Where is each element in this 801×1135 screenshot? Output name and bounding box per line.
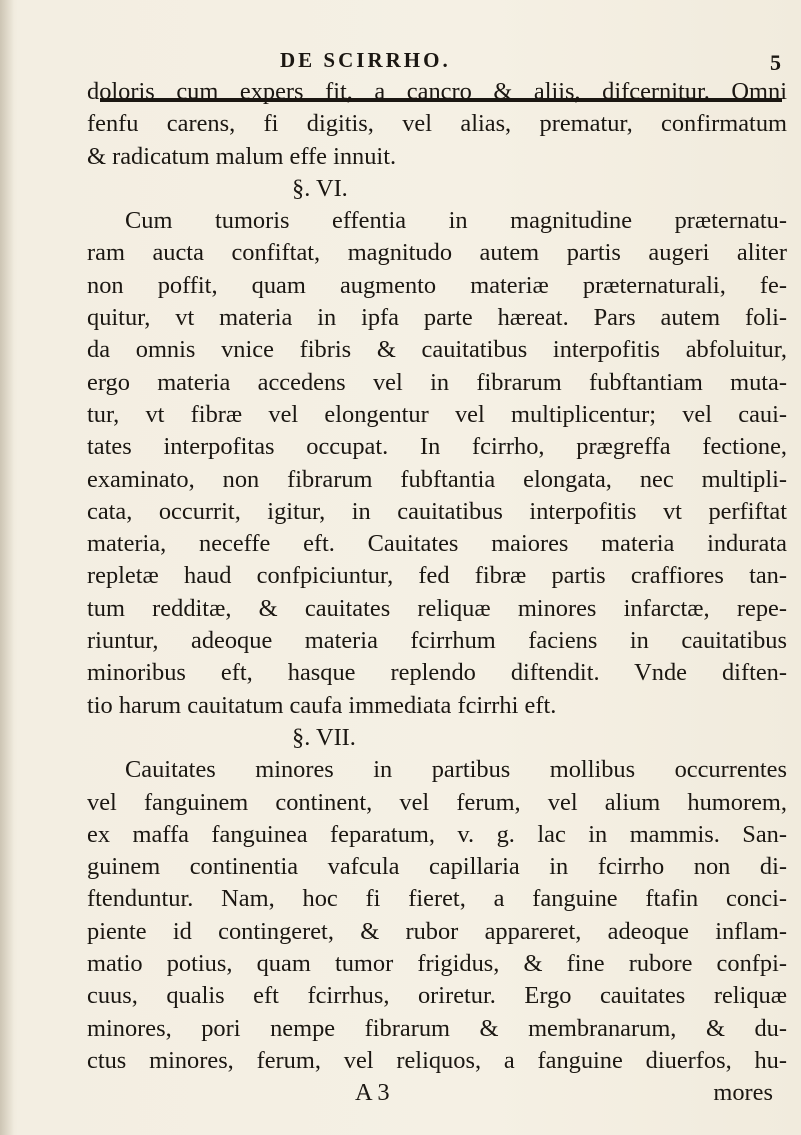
- text-line: examinato, non fibrarum fubftantia elongata, nec multipli-: [87, 465, 787, 493]
- text-line: non poffit, quam augmento materiæ præternaturali, fe-: [87, 271, 787, 299]
- running-head: [0, 30, 801, 75]
- text-line: Cum tumoris effentia in magnitudine præternatu-: [125, 207, 787, 235]
- text-line: & radicatum malum effe innuit.: [87, 142, 397, 170]
- text-line: matio potius, quam tumor frigidus, & fine rubore confpi-: [87, 950, 787, 978]
- section-heading: §. VII.: [292, 723, 356, 751]
- text-line: ergo materia accedens vel in fibrarum fubftantiam muta-: [87, 368, 787, 396]
- section-heading: §. VI.: [292, 174, 348, 202]
- catchword: mores: [713, 1079, 773, 1107]
- gutter-shadow: [0, 0, 14, 1135]
- footer-line: [87, 1077, 787, 1109]
- text-line: da omnis vnice fibris & cauitatibus interpofitis abfoluitur,: [87, 336, 787, 364]
- text-line: materia, neceffe eft. Cauitates maiores materia indurata: [87, 530, 787, 558]
- text-line: ctus minores, ferum, vel reliquos, a fanguine diuerfos, hu-: [87, 1046, 787, 1074]
- text-line: guinem continentia vafcula capillaria in fcirrho non di-: [87, 853, 787, 881]
- text-line: quitur, vt materia in ipfa parte hæreat. Pars autem foli-: [87, 304, 787, 332]
- running-title: DE SCIRRHO.: [280, 48, 451, 72]
- text-line: repletæ haud confpiciuntur, fed fibræ partis craffiores tan-: [87, 562, 787, 590]
- text-line: minores, pori nempe fibrarum & membranarum, & du-: [87, 1014, 787, 1042]
- body-text: [87, 76, 787, 1110]
- page-number: 5: [770, 50, 781, 75]
- text-line: cuus, qualis eft fcirrhus, oriretur. Ergo cauitates reliquæ: [87, 982, 787, 1010]
- text-line: tio harum cauitatum caufa immediata fcirrhi eft.: [87, 691, 557, 719]
- text-line: doloris cum expers fit, a cancro & aliis, difcernitur. Omni: [87, 78, 787, 105]
- text-line: tates interpofitas occupat. In fcirrho, prægreffa fectione,: [87, 433, 787, 461]
- text-line: cata, occurrit, igitur, in cauitatibus interpofitis vt perfiftat: [87, 497, 787, 525]
- text-line: minoribus eft, hasque replendo diftendit. Vnde diften-: [87, 659, 787, 687]
- text-line: vel fanguinem continent, vel ferum, vel alium humorem,: [87, 788, 787, 816]
- text-line: ftenduntur. Nam, hoc fi fieret, a fanguine ftafin conci-: [87, 885, 787, 913]
- text-line: piente id contingeret, & rubor appareret, adeoque inflam-: [87, 917, 787, 945]
- text-line: ram aucta confiftat, magnitudo autem partis augeri aliter: [87, 239, 787, 267]
- text-line: ex maffa fanguinea feparatum, v. g. lac in mammis. San-: [87, 820, 787, 848]
- text-line: fenfu carens, fi digitis, vel alias, prematur, confirmatum: [87, 110, 787, 138]
- signature-mark: A 3: [355, 1079, 390, 1107]
- text-line: Cauitates minores in partibus mollibus occurrentes: [125, 756, 787, 784]
- text-line: tur, vt fibræ vel elongentur vel multiplicentur; vel caui-: [87, 400, 787, 428]
- text-line: tum redditæ, & cauitates reliquæ minores infarctæ, repe-: [87, 594, 787, 622]
- text-line: riuntur, adeoque materia fcirrhum faciens in cauitatibus: [87, 627, 787, 655]
